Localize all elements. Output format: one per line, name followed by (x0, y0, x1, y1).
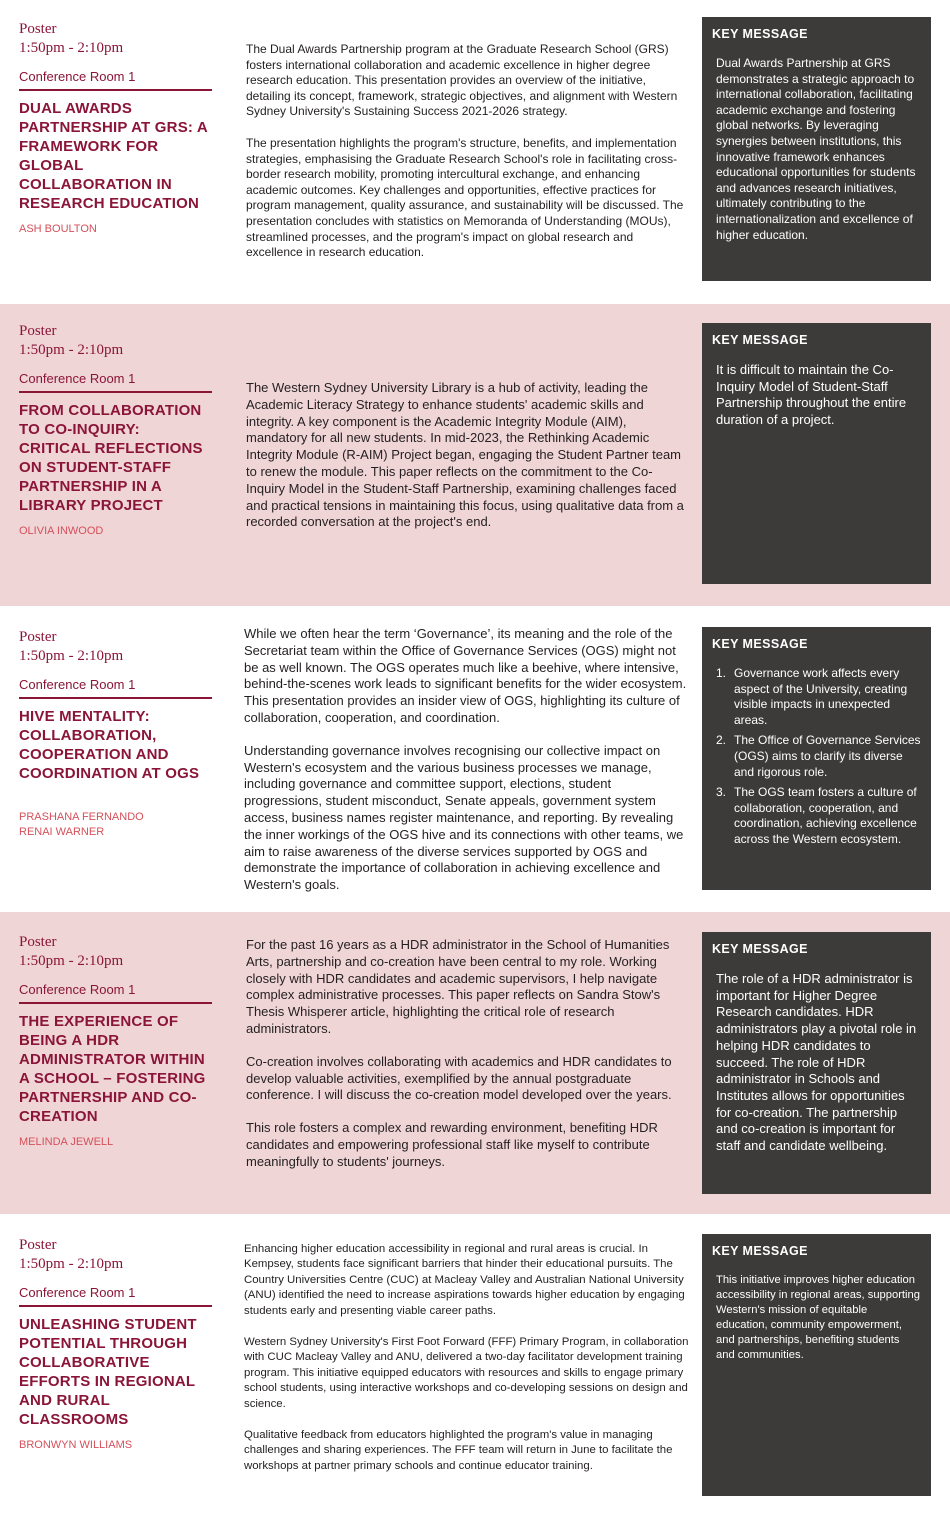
session-room: Conference Room 1 (19, 1285, 212, 1307)
key-message-box (702, 932, 931, 1194)
abstract-paragraph: Qualitative feedback from educators highlighted the program's value in managing challenges and sharing experiences. The FFF team will return in June to facilitate the workshops at partner primary schools and continue educator training. (244, 1429, 673, 1472)
abstract-paragraph: The Western Sydney University Library is a hub of activity, leading the Academic Literacy Strategy to enhance students' academic skills and integrity. A key component is the Academic Integrity Module (AIM), mandatory for all new students. In mid-2023, the Rethinking Academic Integrity Module (R-AIM) Project began, engaging the Student Partner team to renew the module. This paper reflects on the commitment to the Co-Inquiry Model in the Student-Staff Partnership, examining challenges faced and practical tensions in maintaining this focus, using qualitative data from a recorded conversation at the project's end. (246, 380, 684, 530)
key-message-text: Dual Awards Partnership at GRS demonstrates a strategic approach to international collaboration, facilitating academic exchange and fostering global networks. By leveraging synergies between institutions, this innovative framework enhances educational opportunities for students and advances research initiatives, ultimately contributing to the internationalization and excellence of higher education. (716, 56, 916, 242)
session-info (19, 1236, 212, 1453)
list-number: 2. (716, 733, 727, 748)
session-author: ASH BOULTON (19, 223, 97, 235)
session-time: 1:50pm - 2:10pm (19, 1256, 124, 1272)
key-message-list-item (716, 733, 921, 780)
session-3 (0, 606, 950, 912)
abstract-paragraph: Western Sydney University's First Foot Forward (FFF) Primary Program, in collaboration with CUC Macleay Valley and ANU, delivered a two-day facilitator development training program. This initiative equipped educators with resources and skills to engage primary school students, using interactive workshops and co-developing sessions on design and science. (244, 1336, 689, 1410)
list-number: 3. (716, 785, 727, 800)
abstract-paragraph: This role fosters a complex and rewarding environment, benefiting HDR candidates and empowering professional staff like myself to contribute meaningfully to students' journeys. (246, 1120, 658, 1169)
session-abstract (246, 380, 686, 531)
session-type: Poster (19, 323, 57, 339)
session-title: THE EXPERIENCE OF BEING A HDR ADMINISTRATOR WITHIN A SCHOOL – FOSTERING PARTNERSHIP AND CO-CREATION (19, 1013, 206, 1125)
session-5 (0, 1214, 950, 1515)
session-title: UNLEASHING STUDENT POTENTIAL THROUGH COLLABORATIVE EFFORTS IN REGIONAL AND RURAL CLASSROOMS (19, 1316, 197, 1428)
session-info (19, 628, 212, 840)
session-room: Conference Room 1 (19, 69, 212, 91)
abstract-paragraph: While we often hear the term ‘Governance’, its meaning and the role of the Secretariat team within the Office of Governance Services (OGS) might not be as well known. The OGS operates much like a beehive, where intensive, behind-the-scenes work leads to significant benefits for the wider ecosystem. This presentation provides an insider view of OGS, highlighting its culture of collaboration, cooperation, and coordination. (244, 626, 687, 725)
list-text: The OGS team fosters a culture of collaboration, cooperation, and coordination, achieving excellence across the Western ecosystem. (734, 785, 917, 846)
session-title: HIVE MENTALITY: COLLABORATION, COOPERATION AND COORDINATION AT OGS (19, 708, 200, 782)
session-room: Conference Room 1 (19, 371, 212, 393)
abstract-paragraph: Understanding governance involves recognising our collective impact on Western's ecosystem and the various business processes we manage, including governance and committee support, elections, student progressions, student misconduct, Senate appeals, government system access, business names register maintenance, and reporting. By revealing the inner workings of the OGS hive and its connections with other teams, we aim to raise awareness of the diverse services supported by OGS and demonstrate the importance of collaboration in achieving excellence and Western's goals. (244, 742, 684, 893)
abstract-paragraph: Enhancing higher education accessibility in regional and rural areas is crucial. In Kempsey, students face significant barriers that hinder their educational pursuits. The Country Universities Centre (CUC) at Macleay Valley and Australian National University (ANU) identified the need to increase aspirations towards higher education by engaging students early and presenting viable career paths. (244, 1243, 685, 1317)
session-abstract (244, 1242, 694, 1474)
session-time: 1:50pm - 2:10pm (19, 648, 124, 664)
session-type: Poster (19, 21, 57, 37)
key-message-heading: KEY MESSAGE (712, 1244, 808, 1258)
session-4 (0, 912, 950, 1214)
key-message-text: It is difficult to maintain the Co-Inquiry Model of Student-Staff Partnership throughout the entire duration of a project. (716, 362, 907, 428)
key-message-text: This initiative improves higher education accessibility in regional areas, supporting Western's mission of equitable education, community empowerment, and partnerships, benefiting students and communities. (716, 1274, 920, 1361)
abstract-paragraph: The presentation highlights the program's structure, benefits, and implementation strategies, emphasising the Graduate Research School's role in facilitating cross-border research mobility, promoting intercultural exchange, and enhancing academic outcomes. Key challenges and opportunities, effective practices for program management, quality assurance, and sustainability will be discussed. The presentation concludes with statistics on Memoranda of Understanding (MOUs), streamlined processes, and the program's impact on global research and excellence in research education. (246, 135, 684, 260)
session-abstract (246, 42, 686, 261)
session-author: RENAI WARNER (19, 826, 105, 838)
list-number: 1. (716, 666, 727, 680)
key-message-box (702, 627, 931, 890)
session-type: Poster (19, 934, 57, 950)
abstract-paragraph: For the past 16 years as a HDR administrator in the School of Humanities Arts, partnership and co-creation have been central to my role. Working closely with HDR candidates and academic supervisors, I help navigate complex administrative processes. This paper reflects on Sandra Stow's Thesis Whisperer article, highlighting the critical role of research administrators. (246, 937, 670, 1036)
list-text: Governance work affects every aspect of the University, creating visible impacts in unexpected areas. (734, 666, 908, 727)
session-info (19, 933, 212, 1150)
session-author: BRONWYN WILLIAMS (19, 1439, 133, 1451)
session-author: MELINDA JEWELL (19, 1136, 114, 1148)
session-2 (0, 304, 950, 606)
session-author: PRASHANA FERNANDO (19, 811, 144, 823)
key-message-box (702, 1234, 931, 1496)
session-abstract (246, 937, 686, 1171)
key-message-text: The role of a HDR administrator is important for Higher Degree Research candidates. HDR administrators play a pivotal role in helping HDR candidates to succeed. The role of HDR administrator in Schools and Institutes allows for opportunities for co-creation. The partnership and co-creation is important for staff and candidate wellbeing. (716, 971, 917, 1154)
key-message-heading: KEY MESSAGE (712, 942, 808, 956)
session-author: OLIVIA INWOOD (19, 525, 104, 537)
session-type: Poster (19, 629, 57, 645)
session-time: 1:50pm - 2:10pm (19, 40, 124, 56)
key-message-heading: KEY MESSAGE (712, 637, 808, 651)
session-time: 1:50pm - 2:10pm (19, 953, 124, 969)
session-title: FROM COLLABORATION TO CO-INQUIRY: CRITICAL REFLECTIONS ON STUDENT-STAFF PARTNERSHIP IN A LIBRARY PROJECT (19, 402, 203, 514)
key-message-heading: KEY MESSAGE (712, 27, 808, 41)
list-text: The Office of Governance Services (OGS) aims to clarify its diverse and rigorous role. (734, 733, 921, 779)
session-info (19, 20, 212, 237)
key-message-list (716, 666, 921, 848)
session-1 (0, 0, 950, 304)
key-message-box (702, 323, 931, 584)
session-room: Conference Room 1 (19, 677, 212, 699)
key-message-heading: KEY MESSAGE (712, 333, 808, 347)
key-message-list-item (716, 785, 921, 847)
abstract-paragraph: The Dual Awards Partnership program at the Graduate Research School (GRS) fosters international collaboration and academic excellence in higher degree research education. This presentation provides an overview of the initiative, detailing its concept, framework, strategic objectives, and alignment with Western Sydney University's Sustaining Success 2021-2026 strategy. (246, 42, 678, 119)
session-time: 1:50pm - 2:10pm (19, 342, 124, 358)
abstract-paragraph: Co-creation involves collaborating with academics and HDR candidates to develop valuable activities, exemplified by the annual postgraduate conference. I will discuss the co-creation model developed over the years. (246, 1053, 672, 1103)
session-abstract (244, 626, 692, 894)
session-title: DUAL AWARDS PARTNERSHIP AT GRS: A FRAMEWORK FOR GLOBAL COLLABORATION IN RESEARCH EDUCATION (19, 100, 208, 212)
session-info (19, 322, 212, 539)
key-message-list-item (716, 666, 921, 728)
session-type: Poster (19, 1237, 57, 1253)
session-room: Conference Room 1 (19, 982, 212, 1004)
key-message-box (702, 17, 931, 281)
